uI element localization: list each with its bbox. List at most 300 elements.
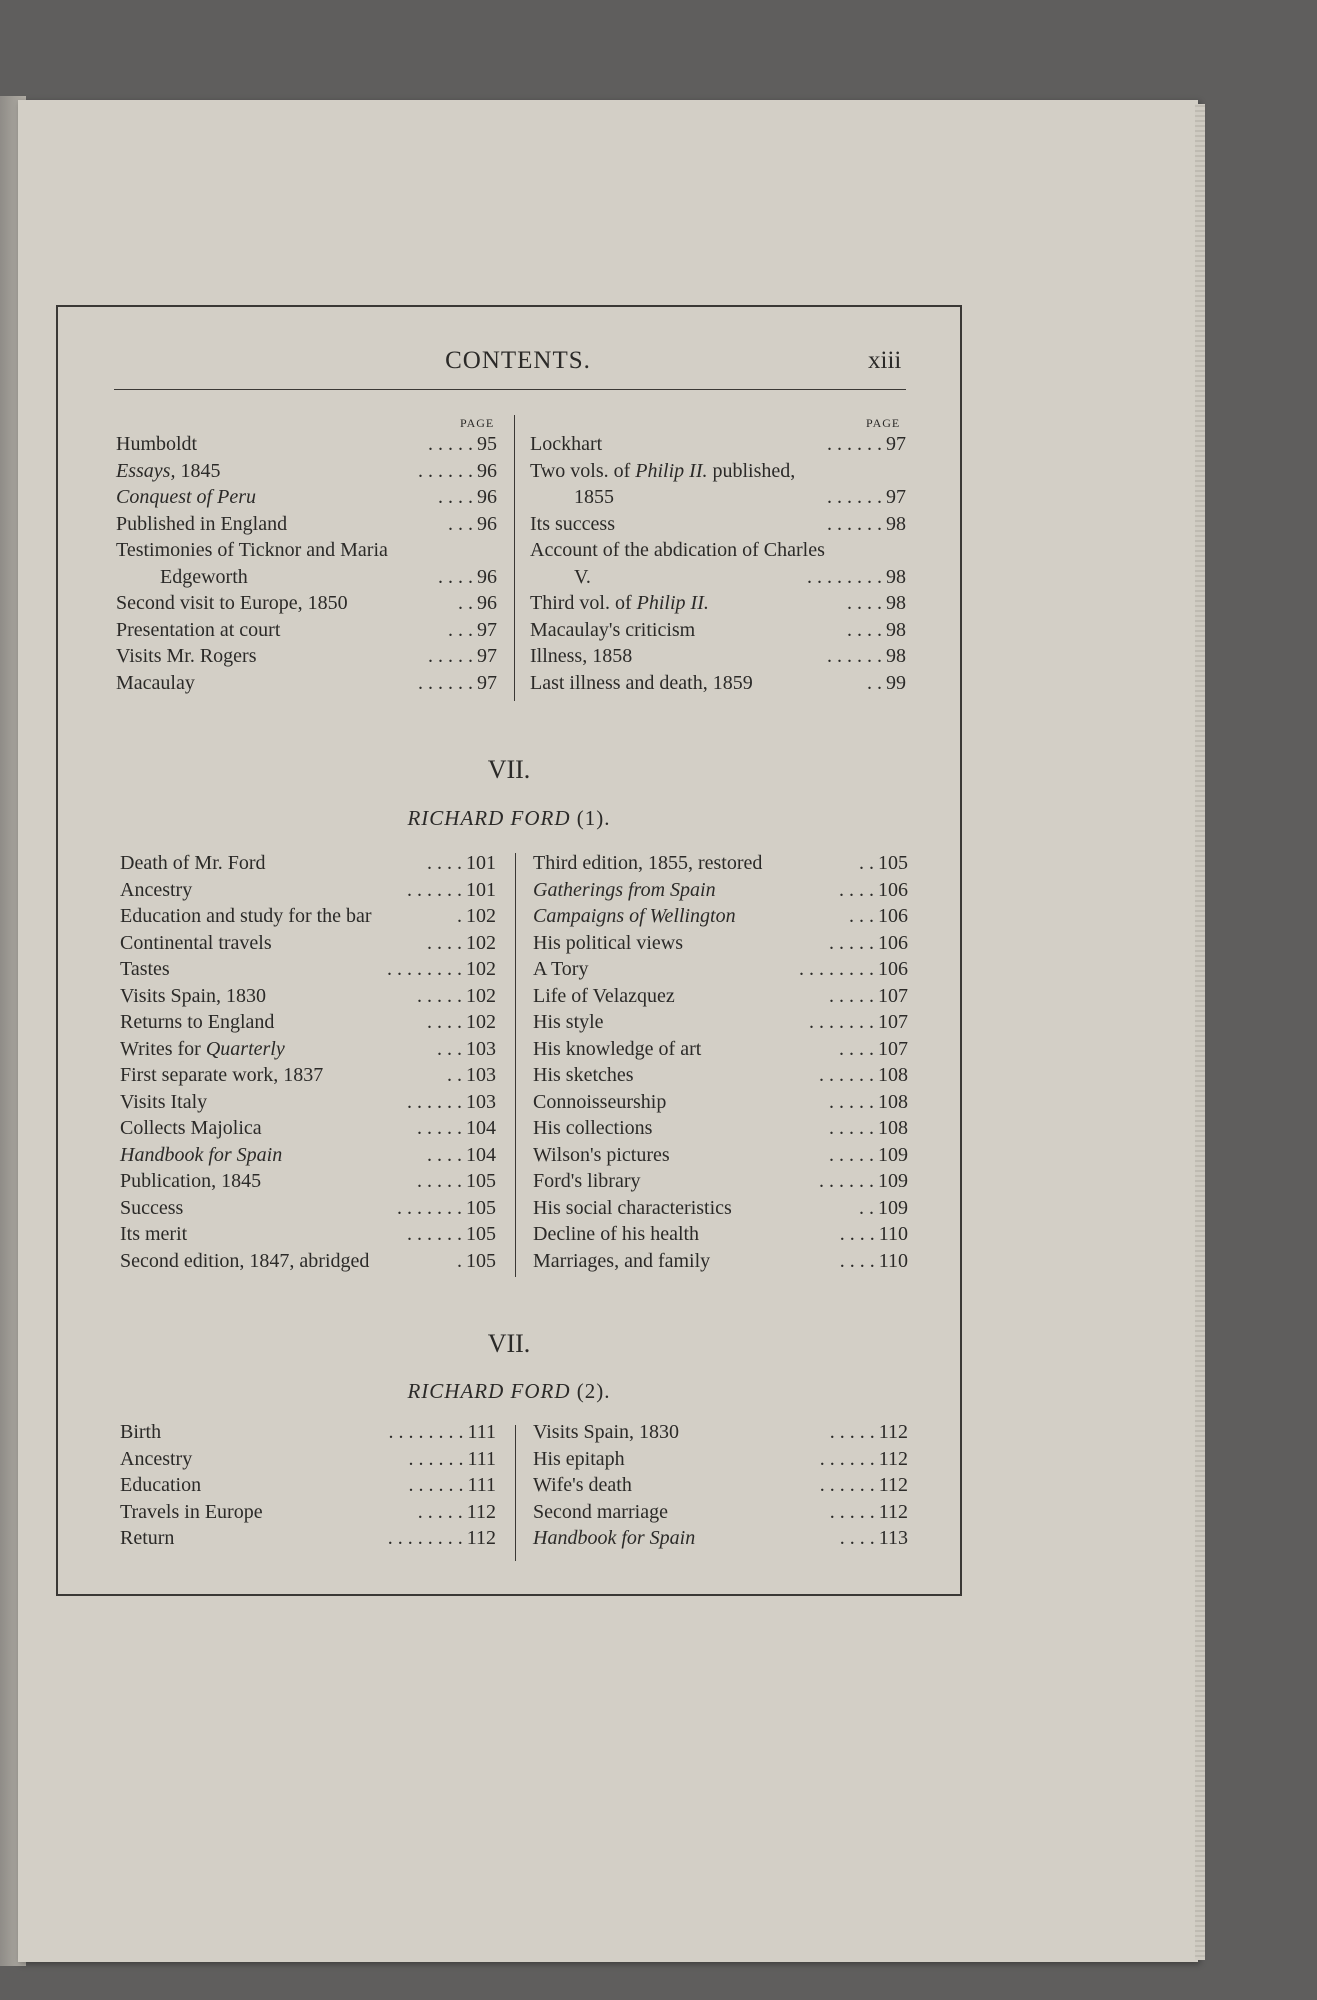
entry-page-ref <box>840 1221 908 1248</box>
entry-page-ref <box>428 431 497 458</box>
contents-entry <box>120 1009 496 1036</box>
entry-page-number: 113 <box>878 1527 908 1549</box>
entry-title-text: Lockhart <box>530 433 603 455</box>
page-title: CONTENTS. <box>445 347 591 374</box>
entry-page-ref <box>829 1115 908 1142</box>
contents-entry <box>120 877 496 904</box>
leader-dots: . . . . . . <box>407 878 462 901</box>
entry-title-text: Handbook for Spain <box>533 1527 696 1549</box>
entry-page-number: 98 <box>886 618 906 641</box>
entry-title <box>116 643 256 670</box>
entry-page-ref <box>807 564 906 591</box>
leader-dots: . . . . . . . <box>809 1011 874 1033</box>
contents-entry <box>116 511 497 538</box>
leader-dots: . . . . <box>438 486 473 508</box>
leader-dots: . . . . . . . . <box>799 958 874 980</box>
entry-title <box>120 877 192 904</box>
entry-page-number: 112 <box>466 1527 496 1549</box>
leader-dots: . . . . . . <box>407 1090 462 1113</box>
entry-page-number: 96 <box>477 592 497 614</box>
contents-column-left <box>120 850 496 1274</box>
contents-entry <box>120 956 496 983</box>
entry-title-text: Birth <box>120 1421 162 1443</box>
leader-dots: . . . . . . <box>819 1447 875 1470</box>
entry-title-text: Last illness and death, 1859 <box>530 671 753 694</box>
contents-entry <box>120 1221 496 1248</box>
entry-page-number: 105 <box>466 1196 496 1219</box>
entry-page-number: 108 <box>878 1117 908 1139</box>
entry-page-number: 102 <box>466 958 496 980</box>
leader-dots: . . <box>458 592 473 614</box>
entry-page-ref <box>457 1248 496 1275</box>
entry-page-number: 102 <box>466 984 496 1007</box>
leader-dots: . . . . . . <box>418 459 473 482</box>
entry-title-text: Handbook for Spain <box>120 1143 283 1166</box>
contents-entry <box>120 1419 496 1446</box>
leader-dots: . . . . . <box>829 1143 874 1166</box>
entry-title-text: Life of Velazquez <box>533 984 675 1007</box>
entry-page-number: 98 <box>886 512 906 535</box>
entry-title-text: published, <box>707 459 796 482</box>
entry-title-text: Ford's library <box>533 1170 641 1192</box>
entry-title <box>116 484 256 511</box>
entry-title-text: Return <box>120 1527 175 1549</box>
section-title-name: RICHARD FORD <box>407 1379 571 1403</box>
entry-page-ref <box>407 877 496 904</box>
leader-dots: . . . . . . <box>827 433 882 455</box>
leader-dots: . . . . <box>839 878 874 901</box>
leader-dots: . <box>457 905 462 927</box>
entry-page-ref <box>827 484 906 511</box>
contents-entry <box>533 1062 908 1089</box>
contents-entry <box>530 458 906 485</box>
entry-page-number: 107 <box>878 1011 908 1033</box>
entry-page-ref <box>448 511 497 538</box>
entry-title <box>120 1525 174 1552</box>
entry-title <box>530 590 709 617</box>
section-title <box>58 806 960 831</box>
entry-title-text: Wilson's pictures <box>533 1143 670 1166</box>
contents-entry <box>533 1248 908 1275</box>
entry-page-number: 99 <box>886 671 906 694</box>
leader-dots: . . . . <box>847 618 882 641</box>
entry-page-number: 97 <box>477 671 497 694</box>
leader-dots: . . . . . <box>417 1500 463 1523</box>
entry-page-number: 109 <box>878 1196 908 1219</box>
leader-dots: . . . . <box>839 1527 875 1549</box>
entry-page-ref <box>859 850 908 877</box>
entry-page-number: 98 <box>886 645 906 667</box>
entry-title <box>120 850 266 877</box>
entry-title-text: Wife's death <box>533 1474 632 1496</box>
contents-entry <box>533 983 908 1010</box>
column-divider <box>515 853 516 1277</box>
entry-title-text: His epitaph <box>533 1447 625 1470</box>
entry-title-text: Writes for <box>120 1037 206 1060</box>
entry-page-number: 112 <box>878 1474 908 1496</box>
entry-page-ref <box>827 511 906 538</box>
contents-entry <box>120 1036 496 1063</box>
contents-entry <box>120 1195 496 1222</box>
entry-title-text: Two vols. of <box>530 459 636 482</box>
entry-page-number: 104 <box>466 1117 496 1139</box>
entry-title-text: Gatherings from Spain <box>533 878 716 901</box>
leader-dots: . . . . . . <box>819 1064 874 1086</box>
entry-title <box>533 1248 710 1275</box>
entry-title <box>530 458 795 485</box>
entry-page-number: 107 <box>878 1037 908 1060</box>
contents-entry <box>530 643 906 670</box>
contents-entry <box>120 930 496 957</box>
entry-title <box>530 670 753 697</box>
contents-entry <box>120 1062 496 1089</box>
entry-title-text: First separate work, 1837 <box>120 1064 324 1086</box>
leader-dots: . . . . . <box>417 1117 462 1139</box>
entry-page-number: 95 <box>477 433 497 455</box>
entry-page-number: 96 <box>477 486 497 508</box>
entry-page-ref <box>438 484 497 511</box>
entry-page-ref <box>827 431 906 458</box>
entry-page-ref <box>417 1115 496 1142</box>
contents-entry <box>533 850 908 877</box>
leader-dots: . . . . . <box>829 1090 874 1113</box>
entry-title <box>533 1221 699 1248</box>
entry-title-text: Returns to England <box>120 1011 275 1033</box>
leader-dots: . . . . <box>438 565 473 588</box>
entry-title-text: Its success <box>530 512 615 535</box>
entry-title-text: Second visit to Europe, 1850 <box>116 592 348 614</box>
entry-page-number: 101 <box>466 878 496 901</box>
entry-page-ref <box>447 1062 496 1089</box>
section-number: VII. <box>487 1329 531 1358</box>
entry-page-number: 112 <box>466 1500 496 1523</box>
leader-dots: . . . . <box>427 852 462 874</box>
entry-page-number: 103 <box>466 1064 496 1086</box>
entry-title-text: Ancestry <box>120 878 193 901</box>
leader-dots: . . . . . <box>417 984 462 1007</box>
entry-page-ref <box>427 930 496 957</box>
entry-title <box>530 617 695 644</box>
leader-dots: . . . <box>448 512 473 535</box>
entry-page-ref <box>428 643 497 670</box>
leader-dots: . . . . <box>839 1249 875 1272</box>
page-column-label: PAGE <box>460 416 495 430</box>
contents-entry <box>116 431 497 458</box>
entry-title-text: Second edition, 1847, abridged <box>120 1249 370 1272</box>
entry-page-number: 102 <box>466 905 496 927</box>
entry-title <box>574 484 614 511</box>
leader-dots: . . <box>859 852 874 874</box>
entry-page-ref <box>827 643 906 670</box>
leader-dots: . <box>457 1249 462 1272</box>
contents-entry <box>530 590 906 617</box>
entry-page-number: 104 <box>466 1143 496 1166</box>
leader-dots: . . . . . <box>428 433 473 455</box>
section-title-suffix: (1). <box>570 806 611 830</box>
entry-title <box>116 670 195 697</box>
entry-page-number: 105 <box>878 852 908 874</box>
entry-title-text: His social characteristics <box>533 1196 732 1219</box>
contents-entry <box>120 1472 496 1499</box>
entry-title-text: Death of Mr. Ford <box>120 852 266 874</box>
section-title-name: RICHARD FORD <box>407 806 571 830</box>
entry-title <box>120 1221 187 1248</box>
leader-dots: . . <box>447 1064 462 1086</box>
leader-dots: . . . . . <box>829 1117 874 1139</box>
entry-page-ref <box>820 1472 908 1499</box>
contents-entry <box>120 903 496 930</box>
contents-entry <box>533 1472 908 1499</box>
column-divider <box>514 415 515 701</box>
leader-dots: . . . . . <box>829 984 874 1007</box>
leader-dots: . . . . <box>839 1223 875 1245</box>
entry-page-number: 111 <box>467 1474 496 1496</box>
entry-title <box>120 1062 323 1089</box>
contents-entry <box>530 431 906 458</box>
entry-title <box>533 1419 679 1446</box>
entry-title <box>120 1446 192 1473</box>
entry-page-ref <box>408 1446 496 1473</box>
entry-page-number: 101 <box>466 852 496 874</box>
leader-dots: . . . . . <box>417 1170 462 1192</box>
entry-page-ref <box>849 903 908 930</box>
entry-title <box>533 1142 670 1169</box>
entry-title-text: A Tory <box>533 958 589 980</box>
contents-entry <box>116 537 497 564</box>
contents-entry <box>120 983 496 1010</box>
contents-entry <box>120 1499 496 1526</box>
leader-dots: . . <box>867 671 882 694</box>
entry-title-text: Second marriage <box>533 1500 668 1523</box>
entry-title <box>533 877 716 904</box>
leader-dots: . . . . . . . <box>397 1196 462 1219</box>
contents-entry <box>533 1419 908 1446</box>
leader-dots: . . . <box>437 1037 462 1060</box>
entry-title-text: His political views <box>533 931 683 954</box>
entry-title <box>116 590 348 617</box>
contents-entry <box>533 1115 908 1142</box>
entry-page-number: 107 <box>878 984 908 1007</box>
entry-title <box>533 1062 634 1089</box>
contents-entry <box>120 1089 496 1116</box>
contents-entry <box>116 590 497 617</box>
entry-page-ref <box>830 1419 908 1446</box>
contents-entry <box>533 1142 908 1169</box>
contents-entry <box>533 1221 908 1248</box>
leader-dots: . . . . . . <box>408 1474 464 1496</box>
entry-title <box>533 1499 668 1526</box>
entry-page-number: 97 <box>886 433 906 455</box>
contents-column-right <box>533 850 908 1274</box>
entry-page-ref <box>840 1248 908 1275</box>
entry-title-text: Visits Spain, 1830 <box>120 984 267 1007</box>
entry-title-text: Marriages, and family <box>533 1249 711 1272</box>
contents-column-left <box>116 431 497 696</box>
entry-page-number: 96 <box>477 512 497 535</box>
entry-title <box>120 1248 369 1275</box>
entry-title <box>533 1472 632 1499</box>
entry-page-ref <box>388 1419 496 1446</box>
contents-entry <box>116 617 497 644</box>
entry-page-ref <box>799 956 908 983</box>
entry-page-ref <box>427 1142 496 1169</box>
entry-page-number: 110 <box>878 1249 908 1272</box>
entry-page-number: 97 <box>477 618 497 641</box>
contents-entry <box>120 1525 496 1552</box>
entry-title <box>120 930 272 957</box>
entry-title-text: Testimonies of Ticknor and Maria <box>116 539 388 561</box>
leader-dots: . . . . . <box>428 645 473 667</box>
leader-dots: . . . . . . <box>819 1170 874 1192</box>
entry-page-number: 106 <box>878 905 908 927</box>
entry-title-text: Visits Spain, 1830 <box>533 1421 680 1443</box>
contents-entry <box>116 670 497 697</box>
leader-dots: . . . . <box>839 1037 874 1060</box>
entry-title <box>533 1115 652 1142</box>
entry-page-ref <box>839 1036 908 1063</box>
entry-title-italic: Quarterly <box>205 1037 285 1060</box>
contents-entry <box>533 1036 908 1063</box>
entry-title-text: Illness, 1858 <box>530 645 633 667</box>
entry-title <box>530 643 632 670</box>
entry-page-ref <box>457 903 496 930</box>
leader-dots: . . . . . . <box>819 1474 875 1496</box>
entry-page-number: 106 <box>878 931 908 954</box>
contents-entry <box>120 850 496 877</box>
leader-dots: . . . . . . <box>418 671 473 694</box>
leader-dots: . . . . <box>427 1143 462 1166</box>
entry-title-text: Conquest of Peru <box>116 486 256 508</box>
leader-dots: . . . . . <box>829 931 874 954</box>
entry-title-text: Third vol. of <box>530 592 637 614</box>
entry-title-text: Published in England <box>116 512 288 535</box>
entry-page-number: 108 <box>878 1090 908 1113</box>
leader-dots: . . . . . . . . <box>387 958 462 980</box>
entry-title <box>120 903 372 930</box>
entry-title <box>120 1115 262 1142</box>
entry-title-text: Account of the abdication of Charles <box>530 539 825 561</box>
contents-entry <box>530 511 906 538</box>
entry-title-text: Continental travels <box>120 931 272 954</box>
entry-title-text: Collects Majolica <box>120 1117 262 1139</box>
leader-dots: . . . <box>448 618 473 641</box>
contents-entry <box>533 1009 908 1036</box>
entry-title-italic: Philip II. <box>635 459 708 482</box>
entry-title-text: Education <box>120 1474 202 1496</box>
entry-page-ref <box>809 1009 908 1036</box>
contents-entry <box>533 1195 908 1222</box>
entry-title-text: V. <box>574 565 591 588</box>
entry-page-number: 102 <box>466 1011 496 1033</box>
contents-entry <box>116 458 497 485</box>
entry-title <box>120 1195 183 1222</box>
entry-page-ref <box>819 1168 908 1195</box>
contents-entry <box>533 1168 908 1195</box>
entry-page-ref <box>417 983 496 1010</box>
entry-title-text: Its merit <box>120 1223 188 1245</box>
header-rule <box>114 389 906 390</box>
leader-dots: . . . . . . <box>827 486 882 508</box>
leader-dots: . . . . <box>847 592 882 614</box>
entry-title-text: Macaulay's criticism <box>530 618 696 641</box>
contents-entry <box>533 903 908 930</box>
entry-title <box>116 511 287 538</box>
page-column-label: PAGE <box>866 416 901 430</box>
entry-title <box>120 1036 285 1063</box>
entry-title <box>120 1419 161 1446</box>
entry-page-number: 110 <box>878 1223 908 1245</box>
entry-page-number: 112 <box>878 1421 908 1443</box>
section-number: VII. <box>487 755 531 784</box>
entry-page-ref <box>458 590 497 617</box>
entry-page-number: 105 <box>466 1170 496 1192</box>
entry-title <box>533 1195 732 1222</box>
entry-page-ref <box>407 1221 496 1248</box>
entry-page-ref <box>387 956 496 983</box>
entry-page-number: 98 <box>886 565 906 588</box>
entry-title <box>116 537 388 564</box>
contents-entry <box>530 537 906 564</box>
entry-page-ref <box>438 564 497 591</box>
entry-title <box>533 956 588 983</box>
entry-page-ref <box>427 1009 496 1036</box>
entry-page-ref <box>418 670 497 697</box>
entry-page-ref <box>417 1168 496 1195</box>
entry-title-text: Visits Mr. Rogers <box>116 645 257 667</box>
entry-title-italic: Essays, <box>116 459 176 482</box>
entry-title <box>533 1446 625 1473</box>
contents-entry <box>530 670 906 697</box>
section-title-suffix: (2). <box>570 1379 611 1403</box>
contents-entry <box>533 1525 908 1552</box>
entry-title-text: 1855 <box>574 486 614 508</box>
entry-title <box>530 431 602 458</box>
entry-page-ref <box>418 458 497 485</box>
leader-dots: . . . . . . . . <box>807 565 882 588</box>
contents-entry <box>533 1446 908 1473</box>
entry-title-text: His sketches <box>533 1064 634 1086</box>
contents-entry <box>116 643 497 670</box>
entry-title <box>574 564 591 591</box>
contents-entry <box>120 1115 496 1142</box>
entry-page-ref <box>829 1089 908 1116</box>
entry-page-number: 112 <box>878 1447 908 1470</box>
contents-entry <box>120 1142 496 1169</box>
contents-entry <box>530 484 906 511</box>
entry-page-number: 106 <box>878 958 908 980</box>
leader-dots: . . . . . . <box>408 1447 464 1470</box>
contents-entry <box>116 564 497 591</box>
entry-page-number: 105 <box>466 1249 496 1272</box>
entry-page-ref <box>819 1062 908 1089</box>
contents-column-right <box>530 431 906 696</box>
entry-title <box>533 930 683 957</box>
leader-dots: . . . <box>849 905 874 927</box>
entry-page-number: 111 <box>467 1421 496 1443</box>
entry-title-text: Visits Italy <box>120 1090 208 1113</box>
entry-page-number: 102 <box>466 931 496 954</box>
page-fore-edge <box>1195 104 1205 1960</box>
entry-title-text: Campaigns of Wellington <box>533 905 736 927</box>
entry-title-text: Success <box>120 1196 184 1219</box>
entry-page-number: 96 <box>477 565 497 588</box>
entry-title <box>533 903 736 930</box>
contents-frame <box>56 305 962 1596</box>
page-number: xiii <box>868 347 902 374</box>
entry-page-ref <box>397 1195 496 1222</box>
entry-title-text: Presentation at court <box>116 618 281 641</box>
entry-title-italic: Philip II. <box>636 592 709 614</box>
